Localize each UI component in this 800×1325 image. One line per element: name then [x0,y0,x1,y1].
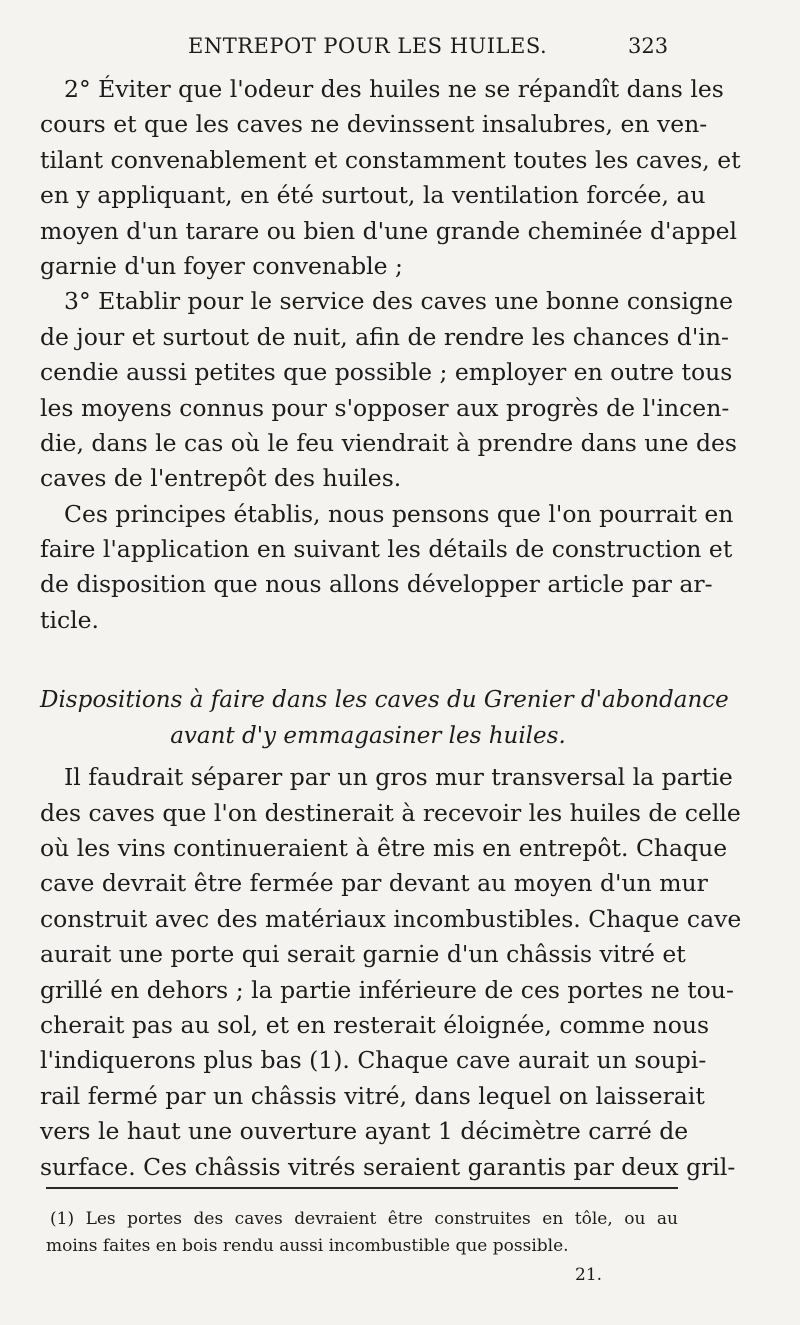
text-line: caves de l'entrepôt des huiles. [40,464,402,493]
paragraph-1 [40,72,741,284]
text-line: Il faudrait séparer par un gros mur transversal la partie [64,763,733,792]
text-line: garnie d'un foyer convenable ; [40,251,403,280]
text-line: cherait pas au sol, et en resterait éloignée, comme nous [40,1010,710,1039]
footnote-line: moins faites en bois rendu aussi incombustible que possible. [46,1236,569,1256]
text-line: cendie aussi petites que possible ; employer en outre tous [40,358,733,387]
section-spacer [40,638,676,682]
text-line: les moyens connus pour s'opposer aux progrès de l'incen- [40,393,730,422]
running-title: ENTREPOT POUR LES HUILES. [188,34,548,58]
section-heading [40,682,729,754]
text-line: vers le haut une ouverture ayant 1 décimètre carré de [40,1117,689,1146]
section-heading-line: Dispositions à faire dans les caves du Grenier d'abondance [40,687,729,714]
text-line: des caves que l'on destinerait à recevoir les huiles de celle [40,798,741,827]
text-line: Ces principes établis, nous pensons que l'on pourrait en [64,499,734,528]
text-line: rail fermé par un châssis vitré, dans lequel on laisserait [40,1081,705,1110]
text-line: en y appliquant, en été surtout, la ventilation forcée, au [40,181,706,210]
paragraph-4 [40,760,742,1185]
text-line: ticle. [40,605,100,634]
section-heading-line: avant d'y emmagasiner les huiles. [170,723,566,750]
text-line: où les vins continueraient à être mis en entrepôt. Chaque [40,834,728,863]
body-text [40,72,742,1185]
text-line: surface. Ces châssis vitrés seraient garantis par deux gril- [40,1152,736,1181]
text-line: 2° Éviter que l'odeur des huiles ne se répandît dans les [64,75,724,103]
footnote-line: (1) Les portes des caves devraient être construites en tôle, ou au [50,1209,678,1229]
text-line: l'indiquerons plus bas (1). Chaque cave aurait un soupi- [40,1046,707,1075]
text-line: aurait une porte qui serait garnie d'un châssis vitré et [40,940,686,969]
text-line: tilant convenablement et constamment toutes les caves, et [40,145,741,174]
text-line: moyen d'un tarare ou bien d'une grande cheminée d'appel [40,216,738,245]
text-line: faire l'application en suivant les détails de construction et [40,535,733,564]
text-line: cave devrait être fermée par devant au moyen d'un mur [40,869,708,898]
text-line: 3° Etablir pour le service des caves une bonne consigne [64,287,733,316]
text-line: cours et que les caves ne devinssent insalubres, en ven- [40,110,708,139]
text-line: construit avec des matériaux incombustibles. Chaque cave [40,904,742,933]
running-head [0,32,800,62]
footnote-rule [46,1187,678,1189]
text-line: de jour et surtout de nuit, afin de rendre les chances d'in- [40,322,729,351]
text-line: grillé en dehors ; la partie inférieure de ces portes ne tou- [40,975,734,1004]
page-number: 323 [628,34,669,58]
paragraph-3 [40,497,734,639]
text-line: de disposition que nous allons développer article par ar- [40,570,713,599]
footnote [46,1206,678,1260]
text-line: die, dans le cas où le feu viendrait à prendre dans une des [40,428,737,457]
signature-mark: 21. [575,1265,603,1285]
paragraph-2 [40,284,737,496]
